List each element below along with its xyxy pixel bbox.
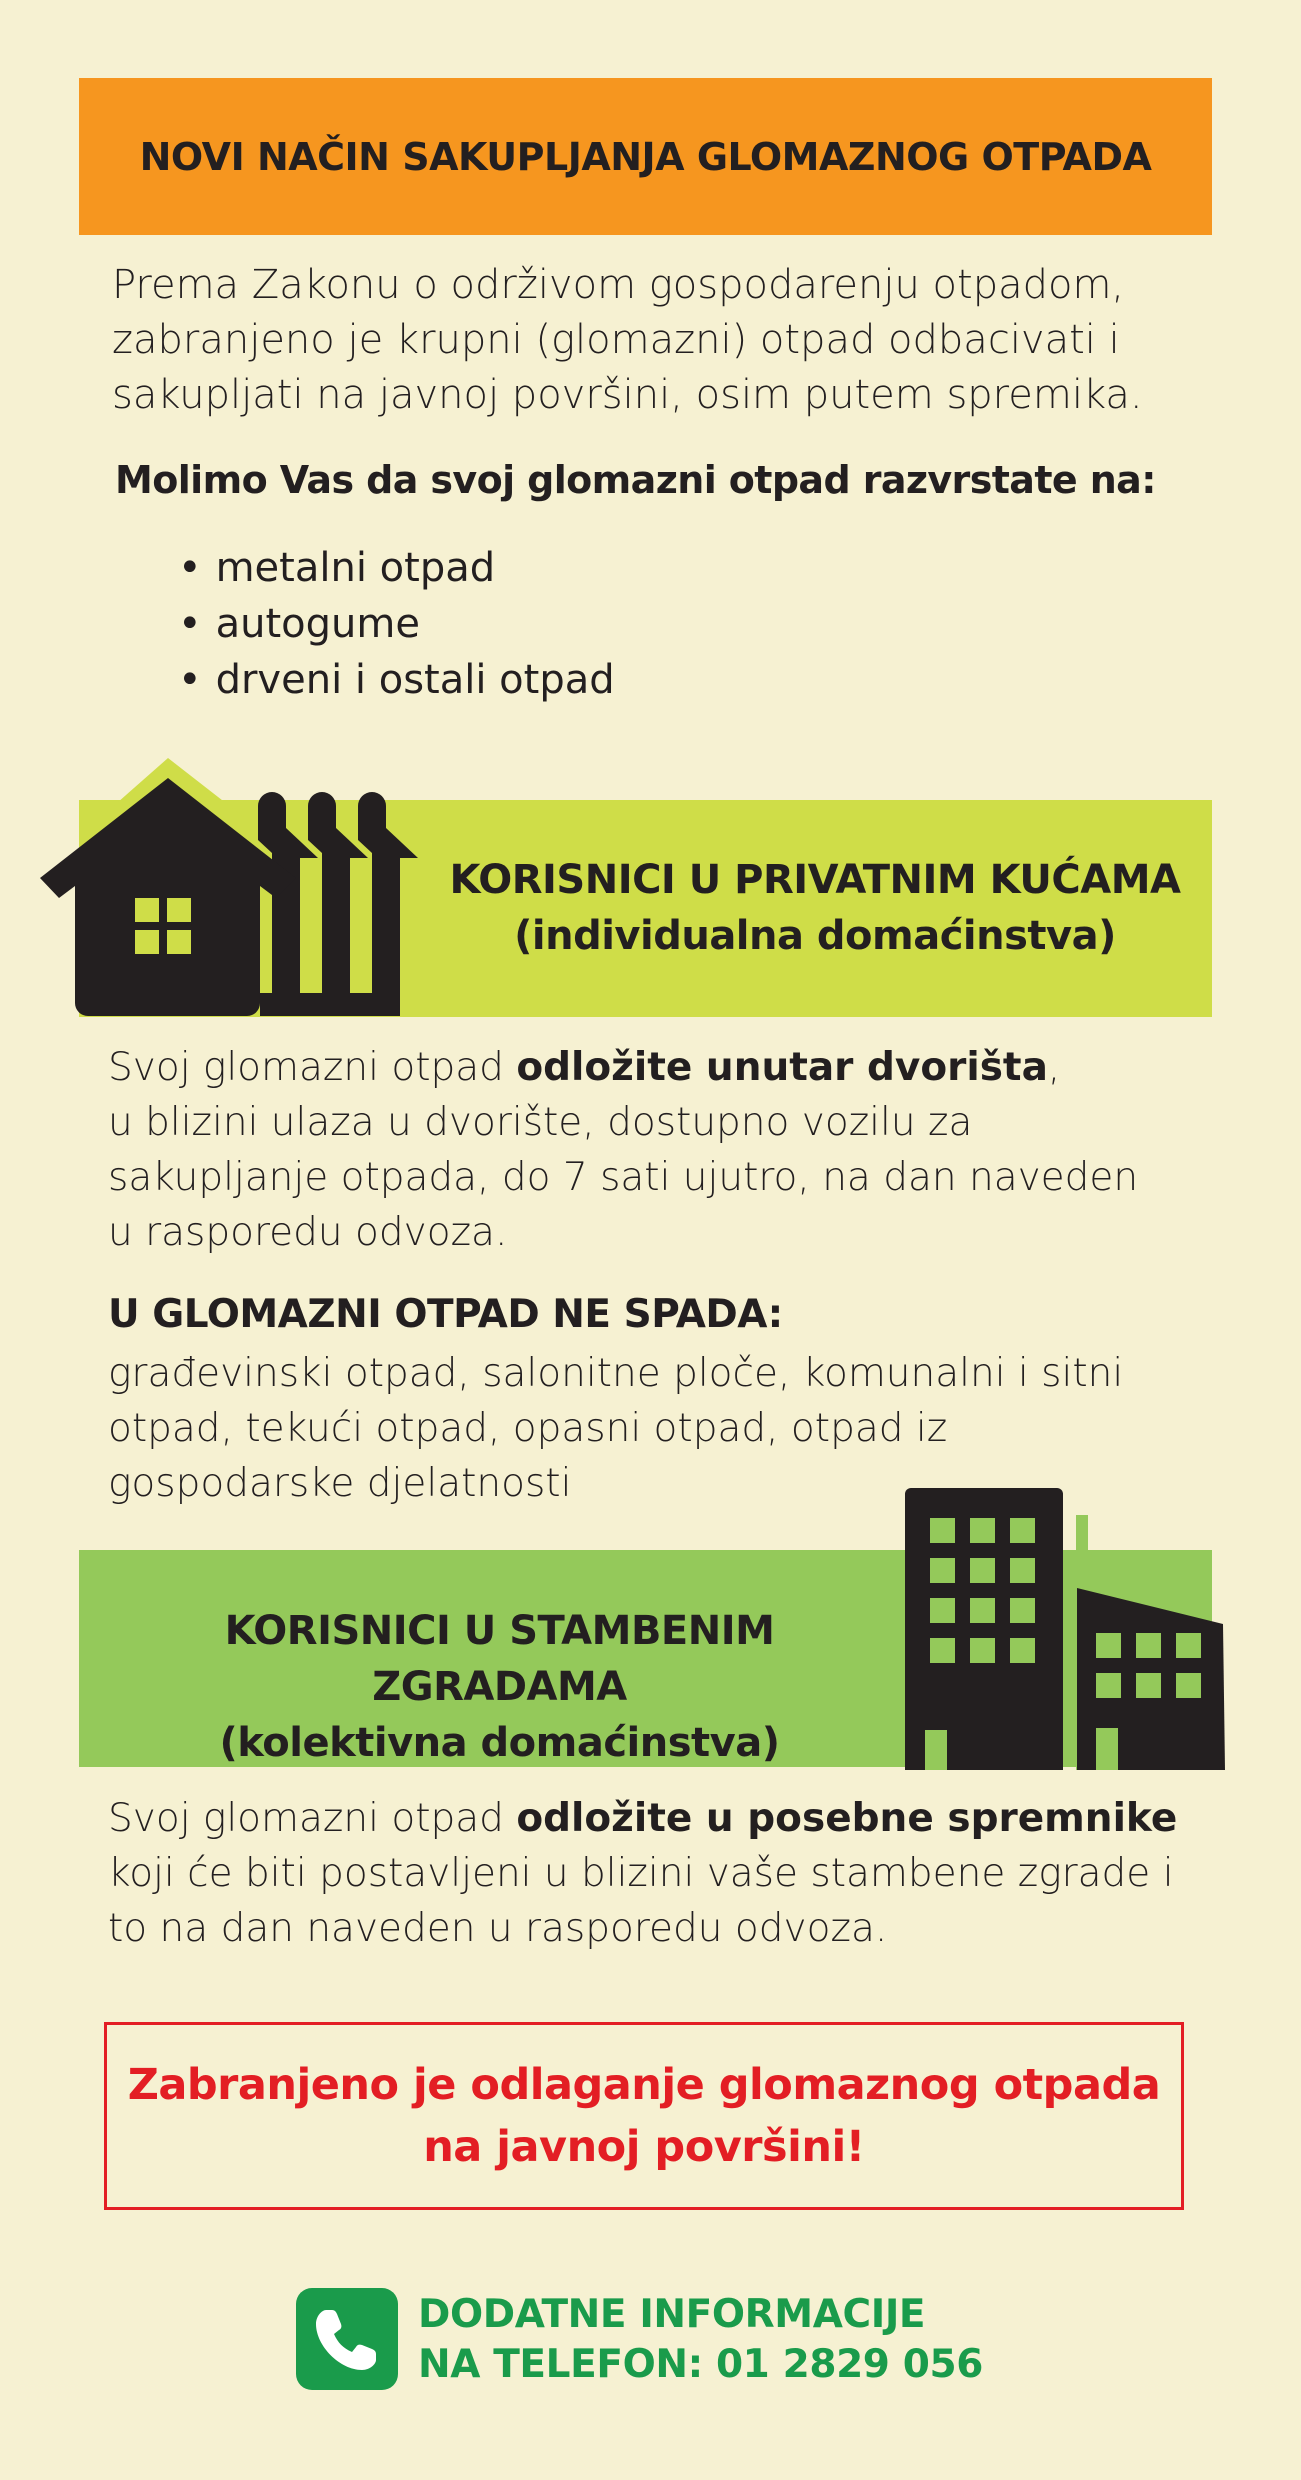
list-item: • metalni otpad xyxy=(178,540,615,596)
text-span: , xyxy=(1047,1045,1061,1090)
text-span: Svoj glomazni otpad xyxy=(108,1796,517,1841)
collective-instructions xyxy=(108,1791,1228,1956)
collective-line: to na dan naveden u rasporedu odvoza. xyxy=(108,1906,888,1951)
intro-line: sakupljati na javnoj površini, osim putem spremika. xyxy=(112,372,1143,418)
buildings-icon xyxy=(905,1488,1227,1770)
excluded-line: otpad, tekući otpad, opasni otpad, otpad iz xyxy=(108,1406,948,1451)
title-banner xyxy=(79,78,1212,235)
collective-subtitle-line: (kolektivna domaćinstva) xyxy=(219,1720,780,1766)
text-span: Svoj glomazni otpad xyxy=(108,1045,517,1090)
phone-icon xyxy=(296,2288,398,2390)
emphasis: odložite u posebne spremnike xyxy=(516,1796,1178,1841)
intro-line: Prema Zakonu o održivom gospodarenju otpadom, xyxy=(112,262,1125,308)
private-subtitle-line: (individualna domaćinstva) xyxy=(514,913,1116,959)
intro-paragraph xyxy=(112,258,1212,423)
private-instructions xyxy=(108,1040,1228,1260)
warning-box xyxy=(104,2022,1184,2210)
contact-phone: NA TELEFON: 01 2829 056 xyxy=(418,2342,983,2387)
sort-instruction: Molimo Vas da svoj glomazni otpad razvrstate na: xyxy=(115,458,1156,502)
list-item: • drveni i ostali otpad xyxy=(178,652,615,708)
contact-info xyxy=(418,2290,983,2390)
list-item: • autogume xyxy=(178,596,615,652)
waste-category-list xyxy=(178,540,615,708)
private-line: u blizini ulaza u dvorište, dostupno vozilu za xyxy=(108,1100,973,1145)
private-line: sakupljanje otpada, do 7 sati ujutro, na dan naveden xyxy=(108,1155,1139,1200)
excluded-line: građevinski otpad, salonitne ploče, komunalni i sitni xyxy=(108,1351,1124,1396)
excluded-heading: U GLOMAZNI OTPAD NE SPADA: xyxy=(108,1292,783,1337)
private-title-line: KORISNICI U PRIVATNIM KUĆAMA xyxy=(449,857,1181,903)
private-houses-title xyxy=(420,852,1210,964)
intro-line: zabranjeno je krupni (glomazni) otpad odbacivati i xyxy=(112,317,1120,363)
collective-line xyxy=(108,1791,1228,1846)
warning-line: Zabranjeno je odlaganje glomaznog otpada xyxy=(127,2060,1161,2110)
page-title: NOVI NAČIN SAKUPLJANJA GLOMAZNOG OTPADA xyxy=(139,134,1152,179)
excluded-list xyxy=(108,1346,1228,1511)
collective-title-line: KORISNICI U STAMBENIM ZGRADAMA xyxy=(224,1608,775,1710)
apartment-buildings-title xyxy=(92,1603,907,1771)
contact-line: DODATNE INFORMACIJE xyxy=(418,2292,926,2337)
collective-line: koji će biti postavljeni u blizini vaše stambene zgrade i xyxy=(108,1851,1174,1896)
emphasis: odložite unutar dvorišta xyxy=(516,1045,1048,1090)
warning-text xyxy=(128,2054,1161,2178)
private-line: u rasporedu odvoza. xyxy=(108,1210,508,1255)
warning-line: na javnoj površini! xyxy=(423,2122,865,2172)
private-line xyxy=(108,1040,1228,1095)
excluded-line: gospodarske djelatnosti xyxy=(108,1461,572,1506)
house-icon xyxy=(40,758,430,1018)
